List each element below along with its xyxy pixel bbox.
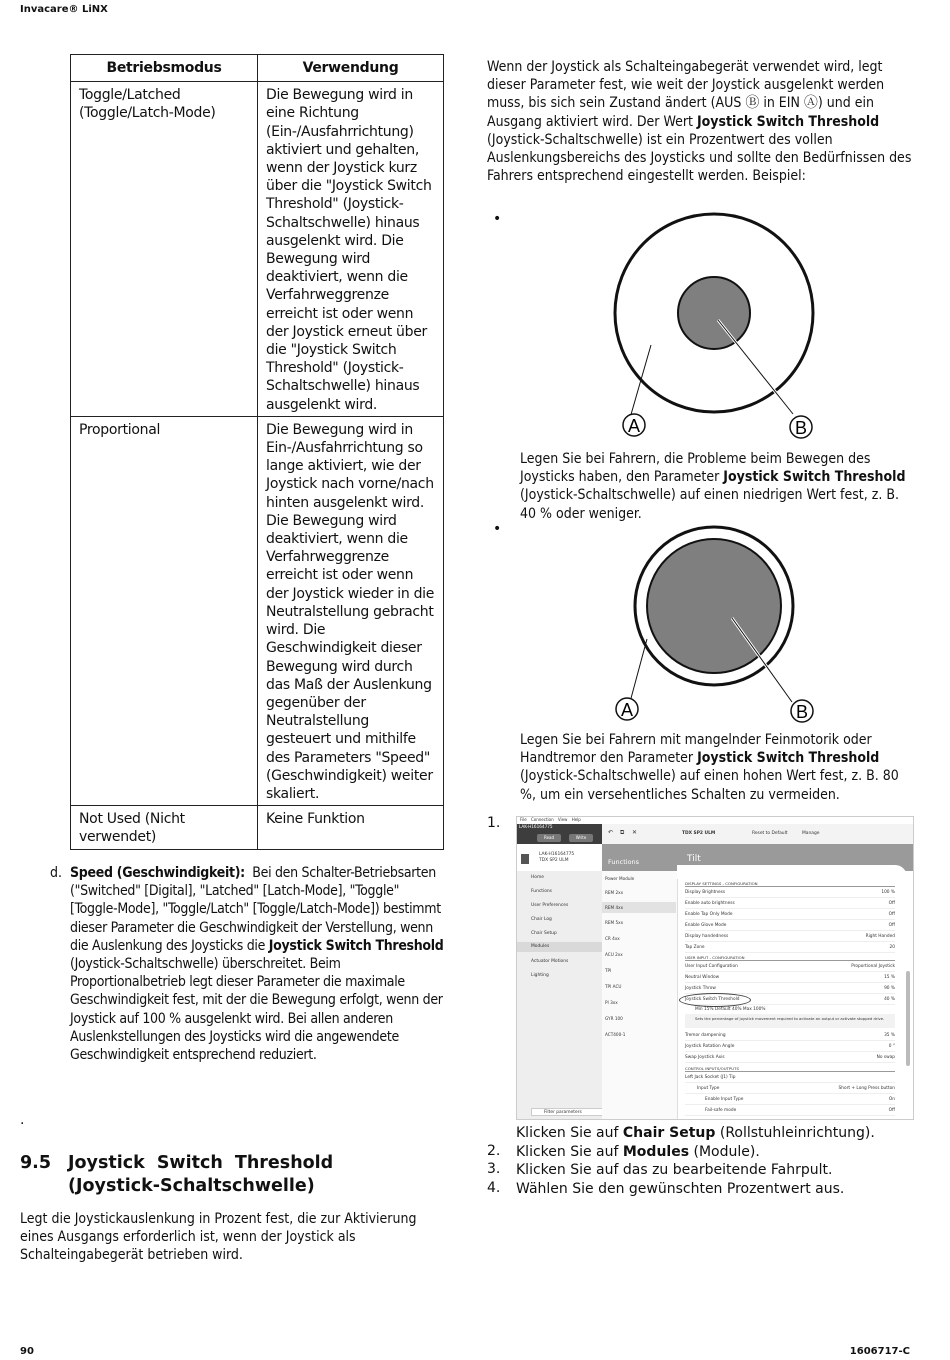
device-name: TDX SP2 ULM	[539, 858, 569, 863]
column-header: Verwendung	[258, 55, 444, 82]
functions-list	[602, 844, 678, 1119]
step-post: (Module).	[689, 1144, 760, 1160]
sidebar-item-modules[interactable]: Modules	[517, 942, 602, 952]
wheelchair-icon	[521, 854, 529, 864]
setting-value: Off	[888, 1108, 895, 1113]
setting-name: Enable Tap Only Mode	[685, 912, 733, 917]
section-title: Joystick Switch Threshold	[68, 1153, 334, 1173]
write-button[interactable]: Write	[569, 834, 593, 842]
speed-bold: Joystick Switch Threshold	[268, 937, 444, 954]
sidebar-item-home[interactable]: Home	[531, 875, 544, 880]
panel-title: Tilt	[677, 844, 913, 871]
section-intro: Legt die Joystickauslenkung in Prozent fest, die zur Aktivierung eines Ausgangs erforderlich ist, wenn der Joystick als Schalteingabegerät betrieben wird.	[20, 1211, 417, 1264]
speed-label: Speed (Geschwindigkeit):	[70, 865, 245, 881]
list-item[interactable]: PI 3xx	[605, 1000, 618, 1005]
caption-high-bold: Joystick Switch Threshold	[697, 750, 880, 767]
section-label: CONTROL INPUTS/OUTPUTS	[685, 1066, 895, 1072]
step-pre: Klicken Sie auf	[516, 1125, 623, 1141]
setting-value: 35 %	[884, 1033, 895, 1038]
list-item[interactable]: TPI	[605, 968, 612, 973]
right-intro-1: Wenn der Joystick als Schalteingabegerät verwendet wird, legt dieser Parameter fest, wie weit der Joystick ausgelenkt werden muss, bis sich sein Zustand ändert (AUS Ⓑ in EIN Ⓐ) und ein Ausgang aktiviert wird. Der Wert	[487, 59, 885, 130]
setting-value: Proportional Joystick	[851, 964, 895, 969]
right-intro-bold: Joystick Switch Threshold	[696, 113, 880, 130]
menu-connection[interactable]: Connection	[530, 817, 554, 822]
setting-name: User Input Configuration	[685, 964, 738, 969]
setting-row[interactable]	[685, 1084, 895, 1094]
joystick-threshold-high-figure	[610, 522, 840, 727]
list-item[interactable]: CR 4xx	[605, 936, 620, 941]
label-a: A	[627, 416, 641, 436]
speed-text-1: Bei den Schalter-Betriebsarten ("Switched" [Digital], "Latched" [Latch-Mode], "Toggle" [Toggle-Mode], "Toggle/Latch" [Toggle/Latch-Mode]) bestimmt dieser Parameter die Geschwindigkeit der Verstellung, wenn die Auslenkung des Joysticks die	[70, 865, 441, 954]
reset-default-button[interactable]: Reset to Default	[752, 831, 788, 836]
step-bold: Modules	[622, 1144, 690, 1160]
table-row	[71, 416, 444, 805]
caption-high-2: (Joystick-Schaltschwelle) auf einen hohen Wert fest, z. B. 80 %, um ein versehentliches Schalten zu vermeiden.	[520, 768, 899, 803]
mode-cell: Toggle/Latched (Toggle/Latch-Mode)	[71, 82, 258, 417]
functions-title: Functions	[602, 844, 677, 871]
use-cell: Keine Funktion	[258, 806, 444, 849]
setting-value: Off	[888, 912, 895, 917]
setting-name: Joystick Switch Threshold	[685, 997, 740, 1002]
setting-name: Enable Input Type	[705, 1097, 744, 1102]
setting-name: Display handedness	[685, 934, 729, 939]
list-item[interactable]: REM 5xx	[605, 920, 624, 925]
page-number: 90	[20, 1346, 34, 1357]
step-pre: Klicken Sie auf	[516, 1144, 623, 1160]
label-a: A	[620, 700, 634, 720]
setting-row[interactable]	[685, 1042, 895, 1052]
leader-line-a	[630, 639, 647, 702]
sidebar	[517, 871, 602, 1119]
setting-value: No swap	[876, 1055, 895, 1060]
caption-low-2: (Joystick-Schaltschwelle) auf einen niedrigen Wert fest, z. B. 40 % oder weniger.	[520, 487, 899, 522]
sidebar-item-chair-setup[interactable]: Chair Setup	[531, 931, 557, 936]
setting-name: Tremor dampening	[685, 1033, 726, 1038]
joystick-threshold-low-figure	[610, 210, 840, 445]
label-b: B	[794, 418, 808, 438]
menu-view[interactable]: View	[557, 817, 568, 822]
setting-row[interactable]	[685, 1053, 895, 1063]
right-intro	[487, 58, 914, 185]
setting-name: Fail-safe mode	[705, 1108, 737, 1113]
setting-name: Neutral Window	[685, 975, 720, 980]
mode-cell: Proportional	[71, 416, 258, 805]
device-info	[517, 844, 602, 872]
setting-row[interactable]	[685, 1106, 895, 1116]
table-row	[71, 806, 444, 849]
step-text	[516, 1124, 875, 1142]
list-item[interactable]: GYR 100	[605, 1016, 623, 1021]
setting-name: Tap Zone	[685, 945, 705, 950]
section-subtitle: (Joystick-Schaltschwelle)	[68, 1176, 315, 1196]
sidebar-item-functions[interactable]: Functions	[531, 889, 552, 894]
menu-file[interactable]: File	[520, 817, 527, 822]
setting-value: 100 %	[881, 890, 895, 895]
list-item[interactable]: Power Module	[605, 876, 635, 881]
setting-name: Enable Glove Mode	[685, 923, 727, 928]
list-item[interactable]: ACU 2xx	[605, 952, 623, 957]
setting-value: 20	[889, 945, 895, 950]
setting-value: 40 %	[884, 997, 895, 1002]
document-id: 1606717-C	[849, 1346, 910, 1357]
sidebar-item-actuator-motions[interactable]: Actuator Motions	[531, 959, 569, 964]
section-label: USER INPUT - CONFIGURATION	[685, 955, 895, 961]
step-number: 4.	[487, 1180, 501, 1196]
close-icon[interactable]: ✕	[632, 829, 638, 836]
right-intro-2: (Joystick-Schaltschwelle) ist ein Prozentwert des vollen Auslenkungsbereichs des Joysticks und sollte den Bedürfnissen des Fahrers entsprechend eingestellt werden. Beispiel:	[487, 131, 912, 185]
setting-value: Off	[888, 923, 895, 928]
setting-name: Joystick Rotation Angle	[685, 1044, 735, 1049]
speed-text	[70, 864, 445, 1064]
threshold-circle	[678, 277, 750, 349]
step-text: Klicken Sie auf das zu bearbeitende Fahrpult.	[516, 1162, 833, 1178]
threshold-circle	[647, 539, 781, 673]
step-bold: Chair Setup	[622, 1125, 716, 1141]
speed-text-2: (Joystick-Schaltschwelle) überschreitet. Beim Proportionalbetrieb legt dieser Parameter die maximale Geschwindigkeit fest, mit der die Bewegung erfolgt, wenn der Joystick auf 100 % ausgelenkt wird. Bei allen anderen Auslenkstellungen des Joysticks wird die angewendete Geschwindigkeit entsprechend reduziert.	[70, 956, 443, 1064]
use-cell: Die Bewegung wird in Ein-/Ausfahrrichtung so lange aktiviert, wie der Joystick nach vorne/nach hinten ausgelenkt wird. Die Bewegung wird deaktiviert, wenn die Verfahrweggrenze erreicht ist oder wenn der Joystick wieder in die Neutralstellung gebracht wird. Die Geschwindigkeit dieser Bewegung wird durch das Maß der Auslenkung gegenüber der Neutralstellung gesteuert und mithilfe des Parameters "Speed" (Geschwindigkeit) weiter skaliert.	[258, 416, 444, 805]
list-item[interactable]: TPI ACU	[605, 984, 622, 989]
caption-low-bold: Joystick Switch Threshold	[723, 469, 906, 486]
label-b: B	[795, 702, 809, 722]
column-header: Betriebsmodus	[71, 55, 258, 82]
connection-tab[interactable]: LAK-H16164775	[519, 824, 553, 829]
bullet: •	[493, 521, 502, 537]
setting-row[interactable]	[685, 943, 895, 953]
setting-row[interactable]	[685, 962, 895, 972]
section-number: 9.5	[20, 1153, 52, 1173]
list-item[interactable]: ACT400-1	[605, 1032, 626, 1037]
setting-row[interactable]	[685, 899, 895, 909]
setting-name: Joystick Throw	[685, 986, 716, 991]
setting-name: Swap Joystick Axis	[685, 1055, 725, 1060]
list-item[interactable]: REM 2xx	[605, 890, 624, 895]
setting-value: 0 °	[888, 1044, 895, 1049]
setting-row[interactable]	[685, 1073, 895, 1083]
copy-icon[interactable]: ⧉	[620, 829, 625, 836]
step-number: 1.	[487, 815, 501, 831]
read-button[interactable]: Read	[537, 834, 561, 842]
menu-bar	[517, 817, 913, 824]
filter-parameters-input[interactable]: Filter parameters	[531, 1108, 611, 1116]
sidebar-item-user-preferences[interactable]: User Preferences	[531, 903, 569, 908]
list-marker: d.	[50, 865, 62, 881]
setting-row[interactable]	[685, 973, 895, 983]
setting-value: 15 %	[884, 975, 895, 980]
use-cell: Die Bewegung wird in eine Richtung (Ein-/Ausfahrrichtung) aktiviert und gehalten, wenn der Joystick kurz über die "Joystick Switch Threshold" (Joystick-Schaltschwelle) hinaus ausgelenkt wird. Die Bewegung wird deaktiviert, wenn die Verfahrweggrenze erreicht ist oder wenn der Joystick erneut über die "Joystick Switch Threshold" (Joystick-Schaltschwelle) hinaus ausgelenkt wird.	[258, 82, 444, 417]
bullet: •	[493, 211, 502, 227]
setting-row-joystick-switch-threshold[interactable]	[685, 995, 895, 1005]
toolbar-title: TDX SP2 ULM	[682, 831, 716, 836]
toolbar	[602, 824, 913, 845]
menu-help[interactable]: Help	[571, 817, 581, 822]
list-item[interactable]: REM 4xx	[602, 902, 676, 913]
step-number: 3.	[487, 1161, 501, 1177]
settings-panel	[677, 871, 913, 1119]
caption-high	[520, 731, 914, 804]
setting-name: Display Brightness	[685, 890, 726, 895]
header-title: Invacare® LiNX	[20, 4, 108, 15]
mode-table	[70, 54, 444, 850]
range-description-box	[685, 1014, 895, 1028]
mode-cell: Not Used (Nicht verwendet)	[71, 806, 258, 849]
setting-value: Right Handed	[865, 934, 895, 939]
step-text: Wählen Sie den gewünschten Prozentwert aus.	[516, 1181, 845, 1197]
setting-name: Enable auto brightness	[685, 901, 735, 906]
setting-row[interactable]	[685, 1095, 895, 1105]
step-text	[516, 1143, 760, 1161]
top-bar	[517, 824, 602, 844]
undo-icon[interactable]: ↶	[608, 829, 614, 836]
setting-name: Input Type	[697, 1086, 720, 1091]
setting-name: Left Jack Socket (J1) Tip	[685, 1075, 736, 1080]
range-text: Min 15% Default 40% Max 100%	[695, 1007, 766, 1012]
caption-low	[520, 450, 914, 523]
sidebar-item-lighting[interactable]: Lighting	[531, 973, 549, 978]
range-description: Sets the percentage of joystick movement required to activate an output or activate stopped drive.	[695, 1016, 885, 1021]
range-row	[685, 1005, 895, 1014]
device-id: LAK-H16164775	[539, 852, 575, 857]
speed-item	[50, 864, 445, 1064]
setting-value: 90 %	[884, 986, 895, 991]
scrollbar[interactable]	[906, 971, 910, 1066]
step-post: (Rollstuhleinrichtung).	[715, 1125, 875, 1141]
setting-row[interactable]	[685, 888, 895, 898]
setting-value: Off	[888, 901, 895, 906]
step-number: 2.	[487, 1143, 501, 1159]
table-header-row	[71, 55, 444, 82]
section-label: DISPLAY SETTINGS - CONFIGURATION	[685, 881, 895, 887]
software-screenshot	[516, 816, 914, 1120]
caption-high-1: Legen Sie bei Fahrern mit mangelnder Feinmotorik oder Handtremor den Parameter	[520, 732, 872, 767]
setting-row[interactable]	[685, 910, 895, 920]
setting-row[interactable]	[685, 921, 895, 931]
manage-button[interactable]: Manage	[802, 831, 820, 836]
setting-value: On	[888, 1097, 895, 1102]
stray-dot: .	[20, 1112, 25, 1128]
setting-value: Short + Long Press button	[838, 1086, 895, 1091]
caption-low-1: Legen Sie bei Fahrern, die Probleme beim Bewegen des Joysticks haben, den Parameter	[520, 451, 871, 486]
table-row	[71, 82, 444, 417]
setting-row[interactable]	[685, 932, 895, 942]
setting-row[interactable]	[685, 1031, 895, 1041]
sidebar-item-chair-log[interactable]: Chair Log	[531, 917, 552, 922]
